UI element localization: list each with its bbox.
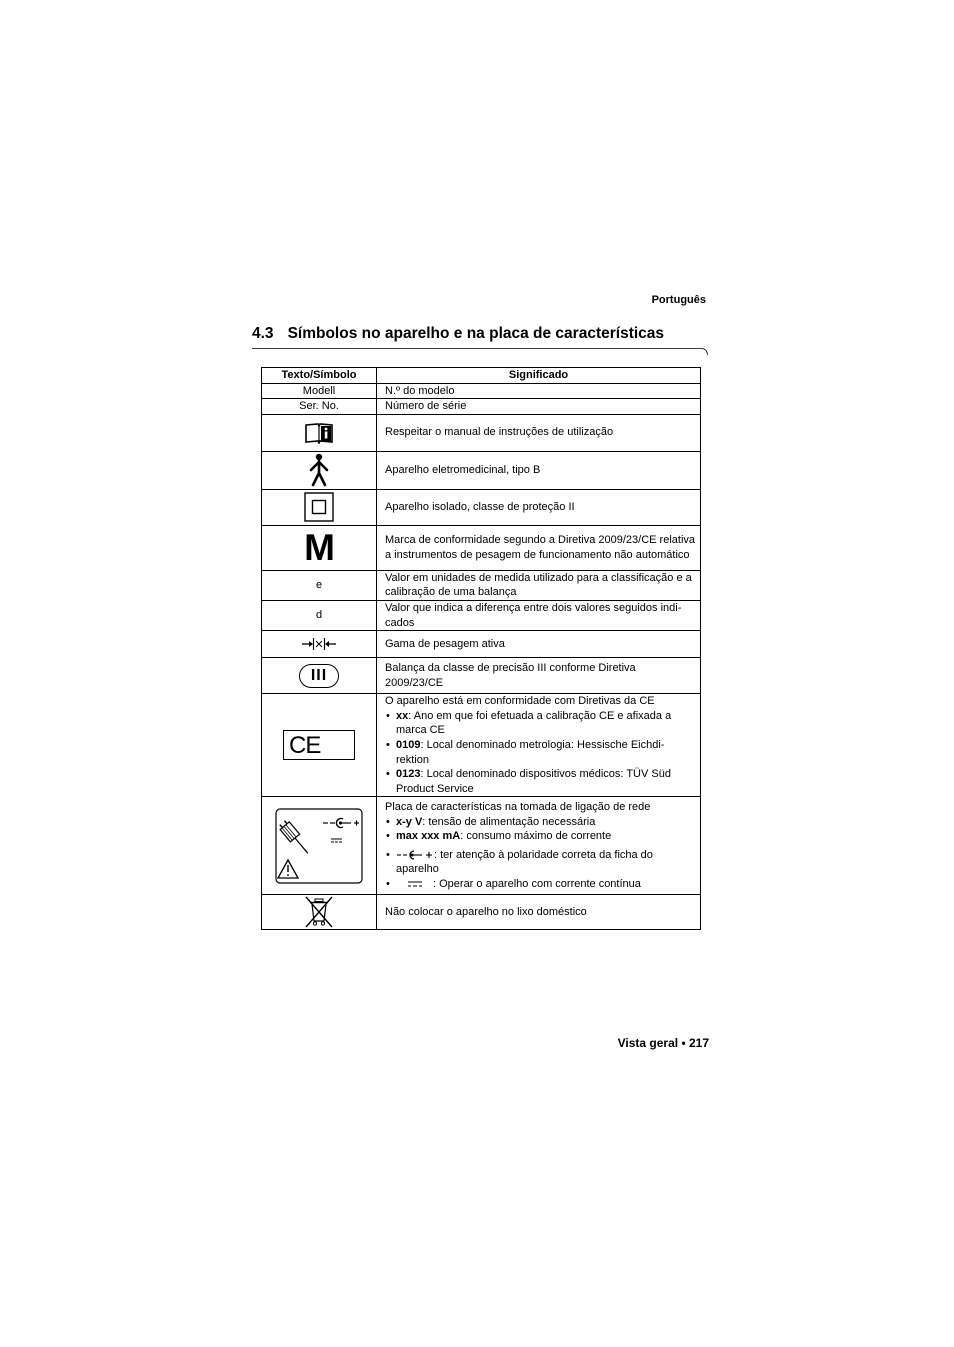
bullet-text: : Ano em que foi efetuada a calibração CE e afixada a marca CE	[396, 709, 672, 737]
plate-bullet-list	[385, 815, 696, 892]
table-row	[262, 525, 701, 570]
bullet-text: : consumo máximo de corrente	[460, 830, 612, 843]
table-row	[262, 600, 701, 630]
list-item	[385, 829, 696, 844]
bullet-text: : Operar o aparelho com corrente contínua	[433, 878, 641, 890]
symbol-cell	[262, 658, 377, 694]
header-symbol: Texto/Símbolo	[262, 368, 377, 384]
table-row	[262, 451, 701, 489]
symbol-cell: e	[262, 570, 377, 600]
bullet-text: : ter atenção à polaridade correta da ficha do aparelho	[396, 848, 653, 876]
symbol-cell	[262, 895, 377, 930]
symbol-cell	[262, 489, 377, 525]
heading-rule	[252, 348, 708, 358]
table-row	[262, 631, 701, 658]
meaning-cell: Não colocar o aparelho no lixo doméstico	[377, 895, 701, 930]
list-item	[385, 767, 696, 796]
table-row	[262, 399, 701, 415]
bullet-term: x-y V	[396, 815, 423, 828]
meaning-cell: Aparelho isolado, classe de proteção II	[377, 489, 701, 525]
list-item	[385, 815, 696, 830]
mains-adapter-plate-icon	[275, 808, 363, 884]
meaning-cell: Respeitar o manual de instruções de utilização	[377, 414, 701, 451]
bullet-text: : Local denominado dispositivos médicos: TÜV Süd Product Service	[396, 768, 671, 795]
bullet-term: xx	[396, 709, 409, 722]
meaning-cell	[377, 797, 701, 895]
polarity-icon	[396, 849, 434, 861]
bullet-text: : Local denominado metrologia: Hessische Eichdi-rektion	[396, 738, 665, 766]
symbol-cell: d	[262, 600, 377, 630]
table-row	[262, 570, 701, 600]
plate-meaning: Placa de características na tomada de ligação de rede	[385, 801, 651, 814]
list-item	[385, 848, 696, 877]
table-row	[262, 383, 701, 399]
table-row	[262, 489, 701, 525]
list-item	[385, 709, 696, 738]
ce-mark-label: CE	[289, 732, 321, 760]
symbol-cell	[262, 451, 377, 489]
crossed-out-bin-icon	[304, 896, 334, 928]
accuracy-class-label: III	[310, 666, 328, 684]
bullet-text: : tensão de alimentação necessária	[422, 815, 596, 828]
bullet-term: 0109	[396, 738, 421, 751]
class-ii-double-square-icon	[304, 492, 334, 522]
meaning-cell: Balança da classe de precisão III conforme Diretiva 2009/23/CE	[377, 658, 701, 694]
table-row	[262, 895, 701, 930]
ce-mark-icon	[283, 730, 355, 760]
type-b-person-icon	[308, 453, 330, 487]
meaning-cell: N.º do modelo	[377, 383, 701, 399]
section-heading	[252, 325, 664, 343]
meaning-cell: Aparelho eletromedicinal, tipo B	[377, 451, 701, 489]
table-row	[262, 658, 701, 694]
symbols-table	[261, 367, 701, 930]
table-header-row	[262, 368, 701, 384]
table-row	[262, 414, 701, 451]
header-meaning: Significado	[377, 368, 701, 384]
bullet-term: 0123	[396, 768, 421, 781]
section-title: Símbolos no aparelho e na placa de características	[287, 325, 665, 342]
symbol-cell	[262, 414, 377, 451]
instruction-manual-icon	[304, 422, 334, 444]
meaning-cell: Marca de conformidade segundo a Diretiva 2009/23/CE relativa a instrumentos de pesagem de funcionamento não automático	[377, 525, 701, 570]
list-item	[385, 877, 696, 892]
language-label: Português	[651, 294, 706, 306]
symbol-cell: Modell	[262, 383, 377, 399]
symbol-cell	[262, 797, 377, 895]
bullet-term: max xxx mA	[396, 830, 461, 843]
meaning-cell: Valor em unidades de medida utilizado para a classificação e a calibração de uma balança	[377, 570, 701, 600]
symbol-cell	[262, 525, 377, 570]
ce-meaning: O aparelho está em conformidade com Diretivas da CE	[385, 695, 655, 708]
symbol-cell: Ser. No.	[262, 399, 377, 415]
meaning-cell: Gama de pesagem ativa	[377, 631, 701, 658]
meaning-cell: Número de série	[377, 399, 701, 415]
page-footer: Vista geral • 217	[617, 1036, 709, 1050]
symbol-cell	[262, 631, 377, 658]
section-number: 4.3	[252, 325, 274, 342]
table-row	[262, 694, 701, 797]
weighing-range-icon	[301, 637, 337, 651]
metrology-m-icon: M	[304, 526, 334, 568]
ce-bullet-list	[385, 709, 696, 797]
table-row	[262, 797, 701, 895]
meaning-cell	[377, 694, 701, 797]
direct-current-icon	[407, 880, 423, 888]
meaning-cell: Valor que indica a diferença entre dois valores seguidos indi-cados	[377, 600, 701, 630]
accuracy-class-iii-icon	[299, 664, 339, 688]
symbol-cell	[262, 694, 377, 797]
list-item	[385, 738, 696, 767]
